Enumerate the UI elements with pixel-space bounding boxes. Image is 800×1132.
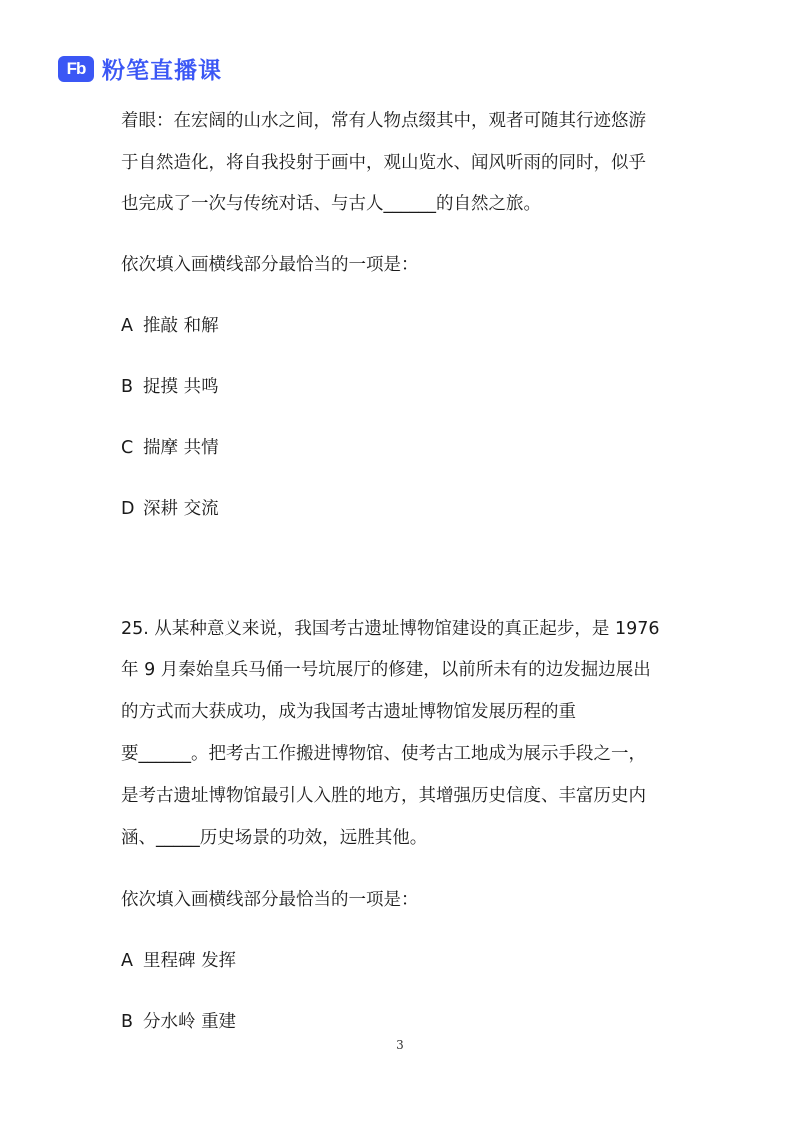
q25-line-4: 要______。把考古工作搬进博物馆、使考古工地成为展示手段之一，	[121, 744, 646, 764]
logo-mark-icon: Fb	[58, 56, 94, 82]
q25-line-3: 的方式而大获成功，成为我国考古遗址博物馆发展历程的重	[121, 702, 576, 722]
option-letter: A	[121, 951, 133, 971]
q24-option-b	[121, 375, 219, 399]
q24-option-c	[121, 436, 219, 460]
passage-line-3: 也完成了一次与传统对话、与古人______的自然之旅。	[121, 194, 541, 214]
option-letter: C	[121, 438, 134, 458]
q24-prompt: 依次填入画横线部分最恰当的一项是：	[121, 255, 419, 275]
q25-option-b	[121, 1010, 236, 1034]
option-letter: D	[121, 499, 135, 519]
page-number: 3	[396, 1038, 404, 1052]
option-letter: B	[121, 377, 134, 397]
brand-name: 粉笔直播课	[102, 58, 222, 84]
option-text: 捉摸 共鸣	[143, 377, 219, 397]
option-letter: A	[121, 316, 133, 336]
q25-option-a	[121, 949, 236, 973]
option-text: 揣摩 共情	[143, 438, 219, 458]
q25-prompt: 依次填入画横线部分最恰当的一项是：	[121, 890, 419, 910]
q25-line-1: 25. 从某种意义来说，我国考古遗址博物馆建设的真正起步，是 1976	[121, 619, 660, 639]
brand-logo	[58, 52, 222, 85]
option-text: 分水岭 重建	[143, 1012, 237, 1032]
option-text: 推敲 和解	[143, 316, 219, 336]
option-text: 深耕 交流	[143, 499, 219, 519]
option-text: 里程碑 发挥	[143, 951, 237, 971]
q24-option-d	[121, 497, 219, 521]
q24-option-a	[121, 314, 219, 338]
q25-line-6: 涵、_____历史场景的功效，远胜其他。	[121, 828, 428, 848]
passage-line-1: 着眼：在宏阔的山水之间，常有人物点缀其中，观者可随其行迹悠游	[121, 111, 646, 131]
q25-line-5: 是考古遗址博物馆最引人入胜的地方，其增强历史信度、丰富历史内	[121, 786, 646, 806]
passage-line-2: 于自然造化，将自我投射于画中，观山览水、闻风听雨的同时，似乎	[121, 153, 646, 173]
option-letter: B	[121, 1012, 134, 1032]
q25-line-2: 年 9 月秦始皇兵马俑一号坑展厅的修建，以前所未有的边发掘边展出	[121, 660, 651, 680]
